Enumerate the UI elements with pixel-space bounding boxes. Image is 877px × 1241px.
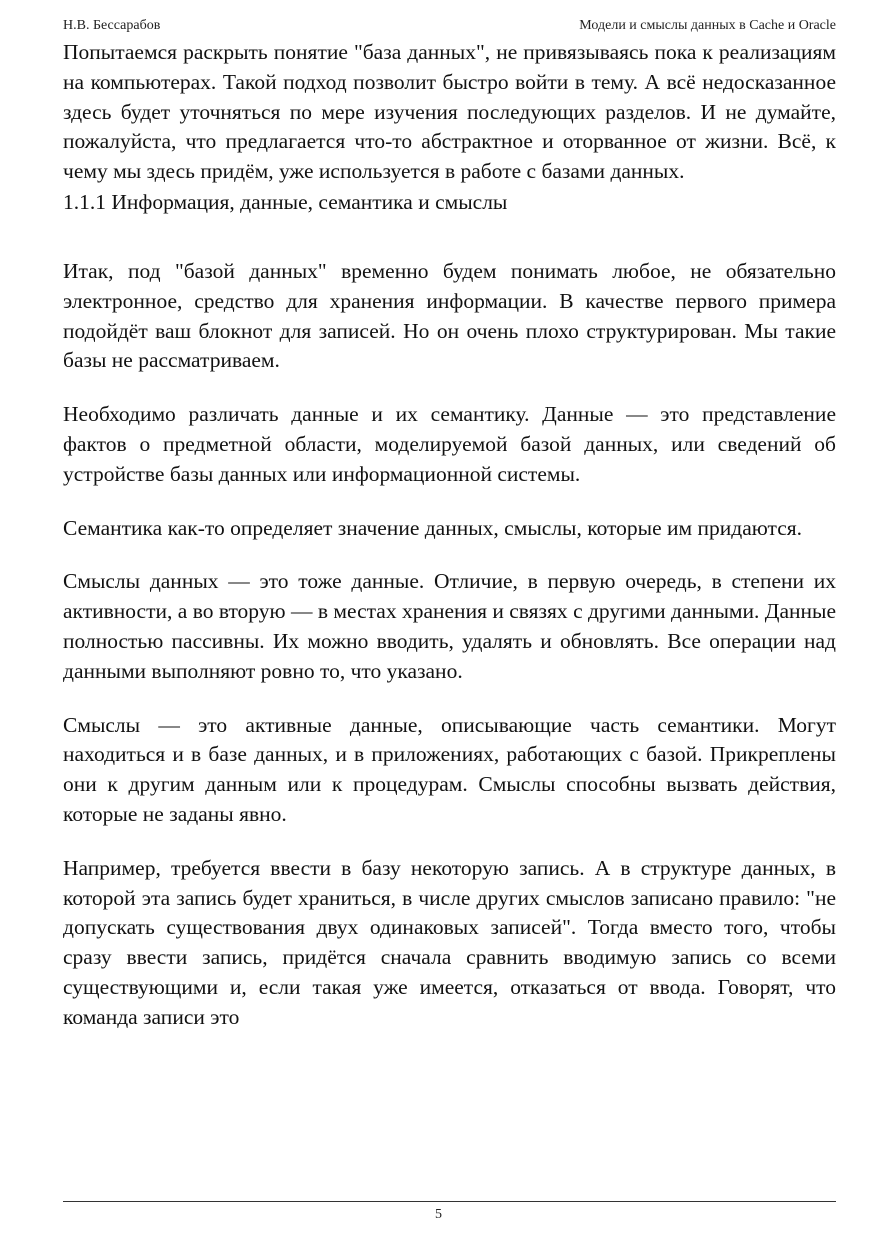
paragraph-semantics: Семантика как-то определяет значение данных, смыслы, которые им придаются. xyxy=(63,515,803,540)
header-author: Н.В. Бессарабов xyxy=(63,18,161,33)
paragraph-active-data: Смыслы — это активные данные, описывающие часть семантики. Могут находиться и в базе данных, и в приложениях, работающих с базой. Прикреплены они к другим данным или к процедурам. Смыслы способны вызвать действия, которые не заданы явно. xyxy=(63,712,836,826)
paragraph-example: Например, требуется ввести в базу некоторую запись. А в структуре данных, в которой эта запись будет храниться, в числе других смыслов записано правило: "не допускать существования двух одинаковых записей". Тогда вместо того, чтобы сразу ввести запись, придётся сначала сравнить вводимую запись со всеми существующими и, если такая уже имеется, отказаться от ввода. Говорят, что команда записи это xyxy=(63,855,836,1029)
page-content xyxy=(63,38,836,1033)
footer-divider xyxy=(63,1201,836,1202)
intro-paragraph: Попытаемся раскрыть понятие "база данных", не привязываясь пока к реализациям на компьютерах. Такой подход позволит быстро войти в тему. А всё недосказанное здесь будет уточняться по мере изучения последующих разделов. И не думайте, пожалуйста, что предлагается что-то абстрактное и оторванное от жизни. Всё, к чему мы здесь придём, уже используется в работе с базами данных. xyxy=(63,40,836,184)
running-header xyxy=(63,17,836,35)
paragraph-database-definition: Итак, под "базой данных" временно будем понимать любое, не обязательно электронное, средство для хранения информации. В качестве первого примера подойдёт ваш блокнот для записей. Но он очень плохо структурирован. Мы такие базы не рассматриваем. xyxy=(63,258,836,373)
section-heading: 1.1.1 Информация, данные, семантика и смыслы xyxy=(63,189,508,214)
header-book-title: Модели и смыслы данных в Cache и Oracle xyxy=(579,18,836,33)
paragraph-data-vs-semantics: Необходимо различать данные и их семантику. Данные — это представление фактов о предметной области, моделируемой базой данных, или сведений об устройстве базы данных или информационной системы. xyxy=(63,402,836,486)
page-number: 5 xyxy=(435,1207,442,1222)
paragraph-meanings-of-data: Смыслы данных — это тоже данные. Отличие, в первую очередь, в степени их активности, а во вторую — в местах хранения и связях с другими данными. Данные полностью пассивны. Их можно вводить, удалять и обновлять. Все операции над данными выполняют ровно то, что указано. xyxy=(63,569,836,683)
